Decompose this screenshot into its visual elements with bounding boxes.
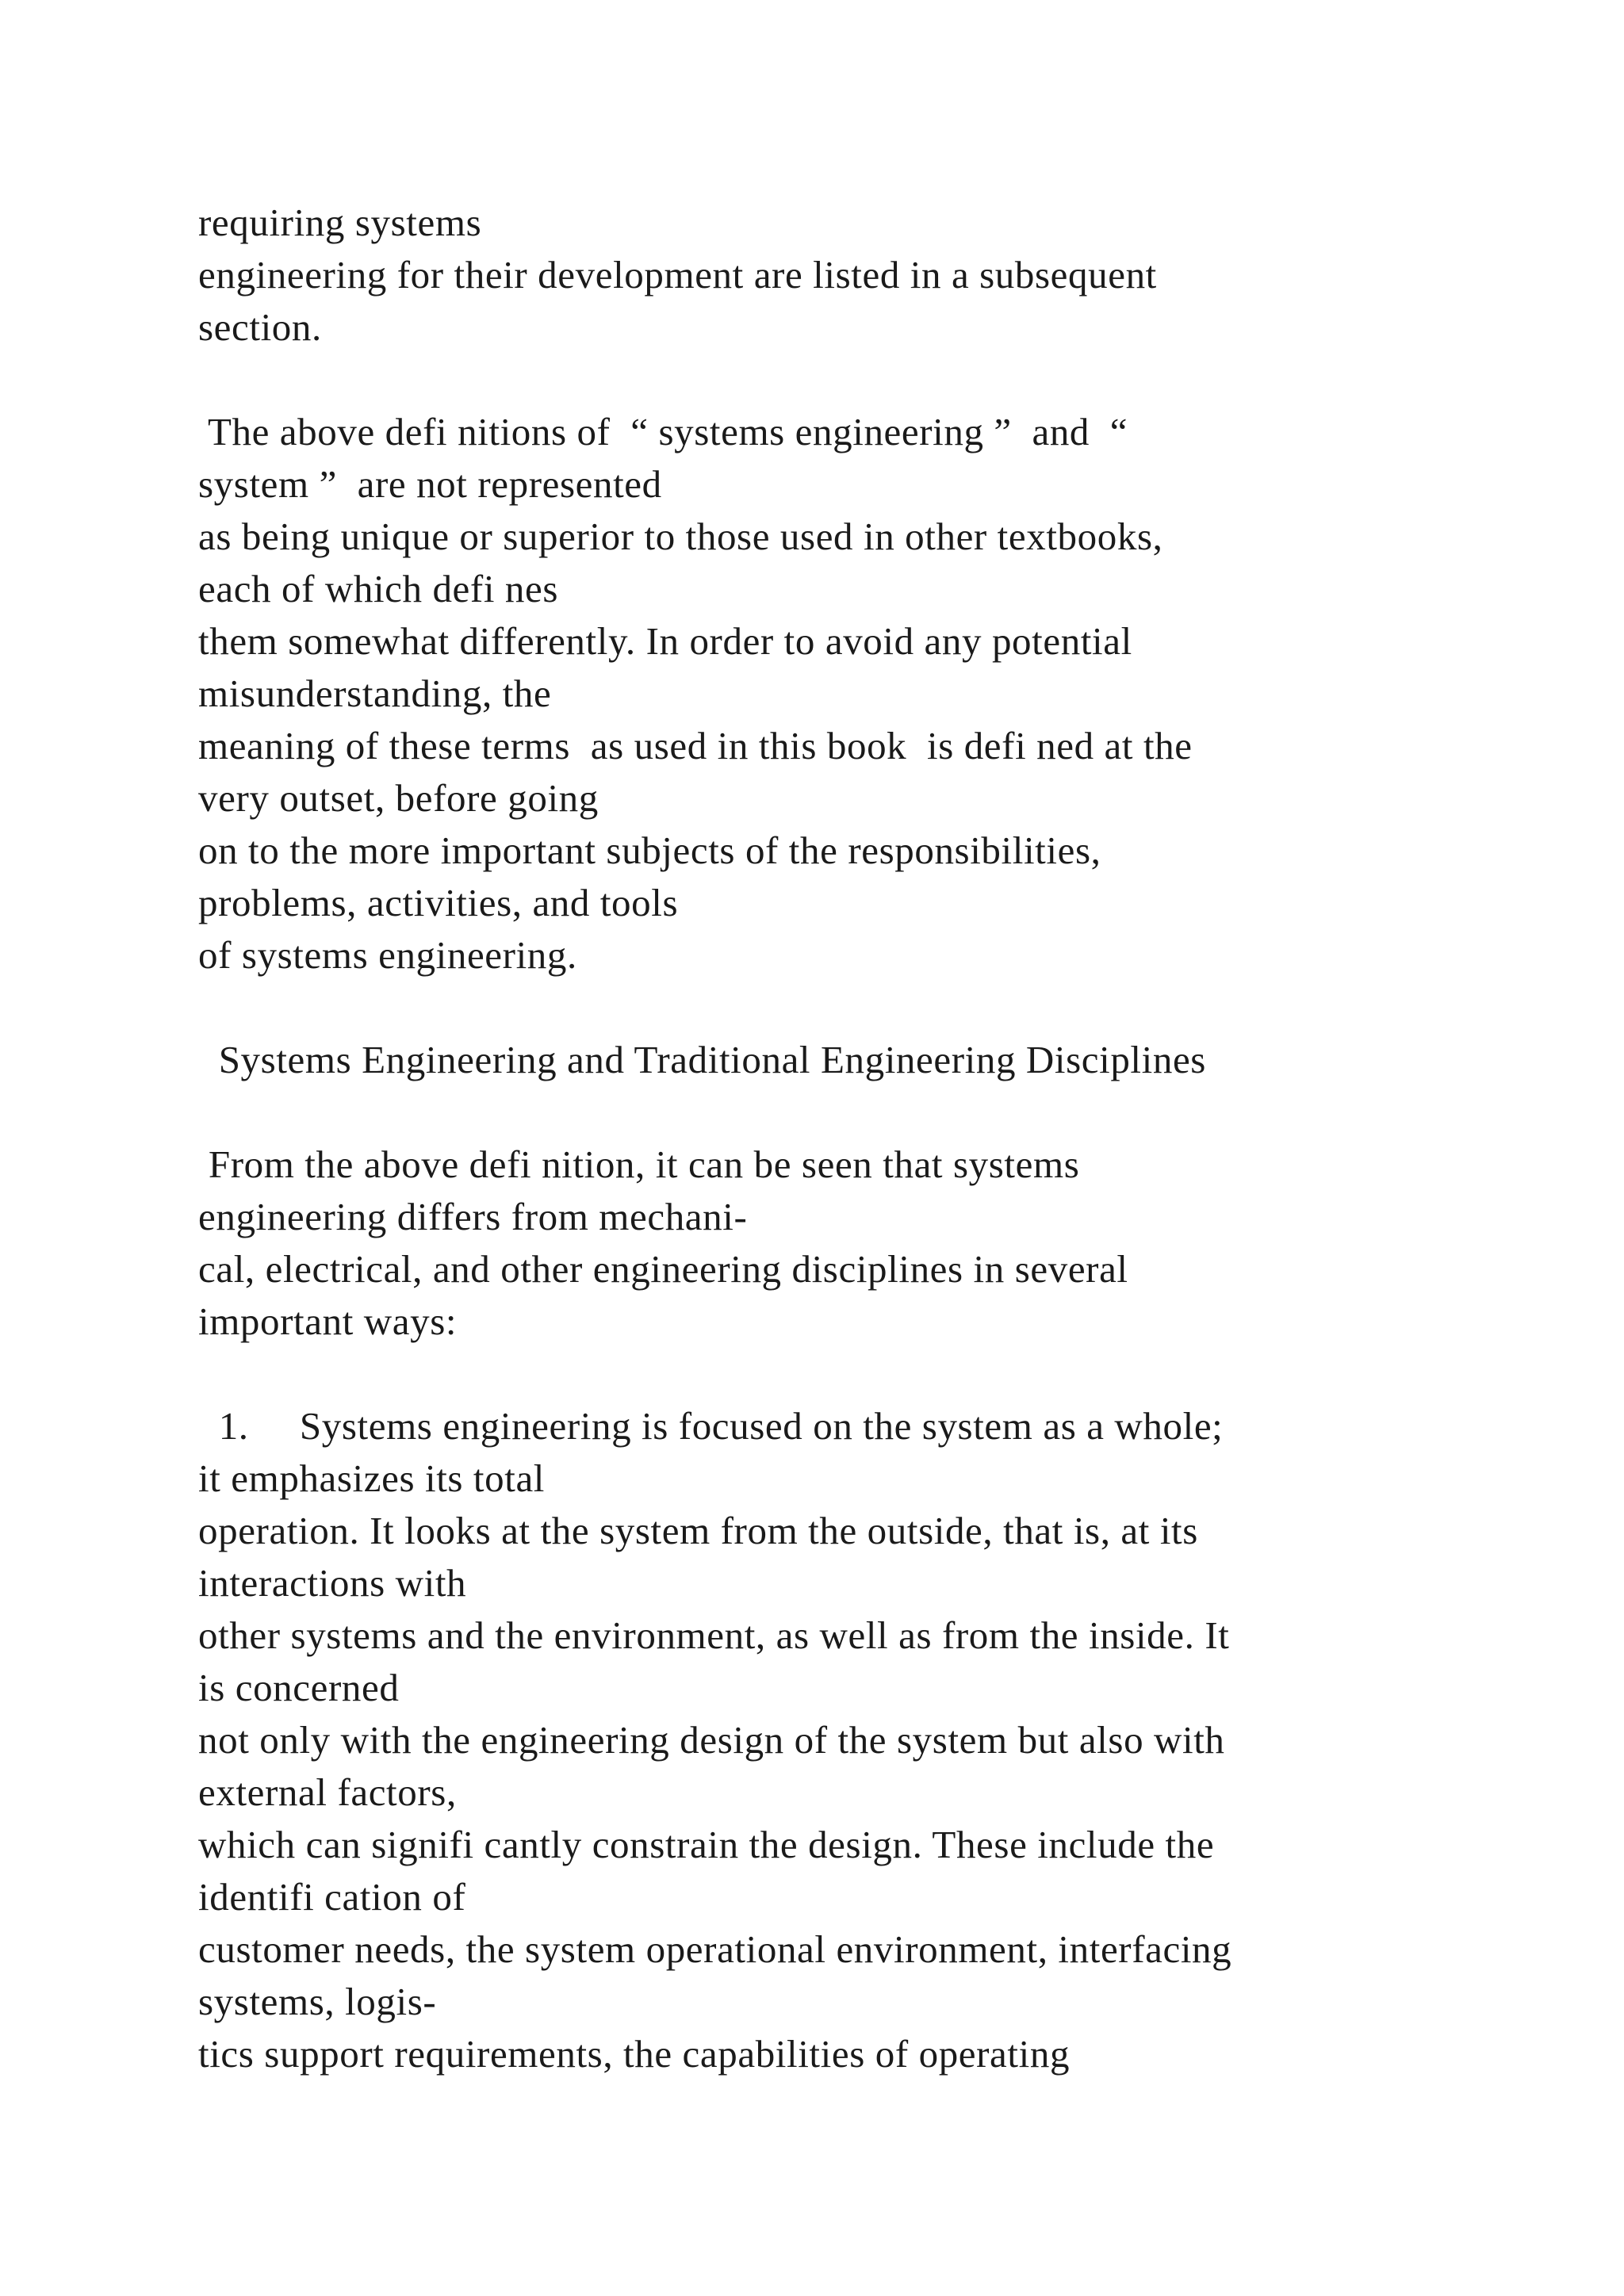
paragraph-2 xyxy=(198,406,1499,982)
text-line: engineering for their development are listed in a subsequent xyxy=(198,253,1157,297)
text-line: systems, logis- xyxy=(198,1980,437,2023)
text-line: customer needs, the system operational environment, interfacing xyxy=(198,1927,1232,1971)
text-line: of systems engineering. xyxy=(198,933,577,977)
text-line: misunderstanding, the xyxy=(198,672,552,715)
text-line: system ” are not represented xyxy=(198,462,662,506)
text-line: meaning of these terms as used in this book is defi ned at the xyxy=(198,724,1193,767)
text-line: engineering differs from mechani- xyxy=(198,1195,748,1238)
list-item-1 xyxy=(198,1400,1499,2080)
text-line: very outset, before going xyxy=(198,776,599,820)
text-line: on to the more important subjects of the responsibilities, xyxy=(198,828,1101,872)
text-line: identifi cation of xyxy=(198,1875,466,1919)
paragraph-spacer xyxy=(198,1086,1499,1138)
paragraph-3 xyxy=(198,1138,1499,1348)
section-heading: Systems Engineering and Traditional Engineering Disciplines xyxy=(198,1038,1206,1081)
paragraph-1 xyxy=(198,197,1499,354)
text-line: each of which defi nes xyxy=(198,567,559,610)
text-line: not only with the engineering design of the system but also with xyxy=(198,1718,1225,1762)
text-line: external factors, xyxy=(198,1770,457,1814)
text-line: interactions with xyxy=(198,1561,467,1605)
text-line: 1. Systems engineering is focused on the system as a whole; xyxy=(198,1404,1224,1448)
text-line: tics support requirements, the capabilities of operating xyxy=(198,2032,1071,2076)
paragraph-spacer xyxy=(198,354,1499,406)
text-line: operation. It looks at the system from the outside, that is, at its xyxy=(198,1509,1198,1552)
body-text xyxy=(198,197,1499,2080)
text-line: it emphasizes its total xyxy=(198,1456,546,1500)
text-line: The above defi nitions of “ systems engineering ” and “ xyxy=(198,410,1128,453)
text-line: requiring systems xyxy=(198,201,482,244)
text-line: important ways: xyxy=(198,1299,458,1343)
text-line: them somewhat differently. In order to avoid any potential xyxy=(198,619,1132,663)
text-line: as being unique or superior to those used in other textbooks, xyxy=(198,515,1163,558)
paragraph-spacer xyxy=(198,1348,1499,1400)
paragraph-spacer xyxy=(198,982,1499,1034)
text-line: is concerned xyxy=(198,1666,400,1709)
text-line: problems, activities, and tools xyxy=(198,881,679,924)
text-line: section. xyxy=(198,305,322,349)
text-line: other systems and the environment, as well as from the inside. It xyxy=(198,1613,1230,1657)
text-line: which can signifi cantly constrain the design. These include the xyxy=(198,1823,1215,1866)
text-line: cal, electrical, and other engineering disciplines in several xyxy=(198,1247,1128,1291)
text-line: From the above defi nition, it can be seen that systems xyxy=(198,1142,1080,1186)
